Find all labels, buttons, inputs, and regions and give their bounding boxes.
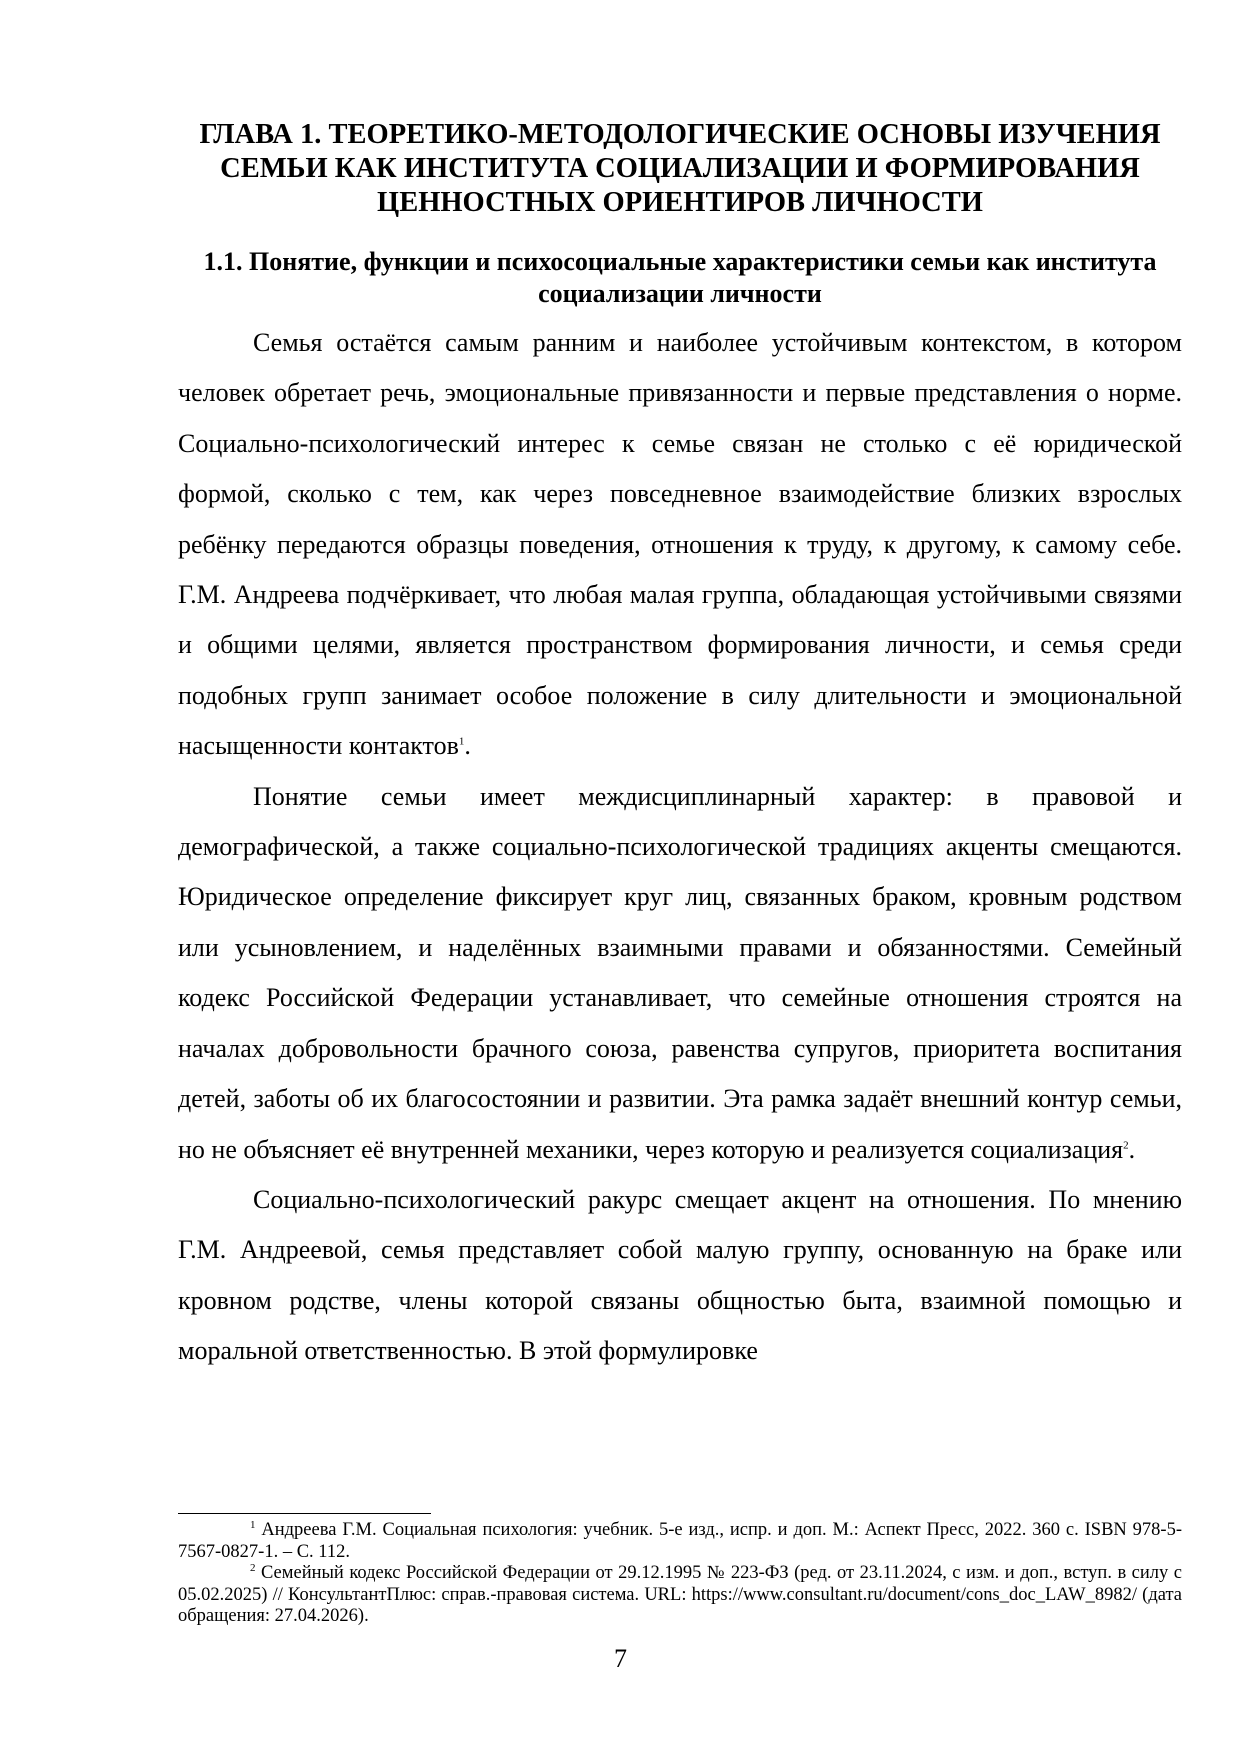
body-text: [178, 318, 1182, 1377]
paragraph-text: Понятие семьи имеет междисциплинарный характер: в правовой и демографической, а также социально-психологической традициях акценты смещаются. Юридическое определение фиксирует круг лиц, связанных браком, кровным родством или усыновлением, и наделённых взаимными правами и обязанностями. Семейный кодекс Российской Федерации устанавливает, что семейные отношения строятся на началах добровольности брачного союза, равенства супругов, приоритета воспитания детей, заботы об их благосостоянии и развитии. Эта рамка задаёт внешний контур семьи, но не объясняет её внутренней механики, через которую и реализуется социализация: [178, 781, 1182, 1164]
footnote: [178, 1563, 1182, 1628]
footnote-text: Андреева Г.М. Социальная психология: учебник. 5-е изд., испр. и доп. М.: Аспект Пресс, 2022. 360 с. ISBN 978-5-7567-0827-1. – С. 112.: [178, 1520, 1182, 1562]
paragraph-tail: .: [1128, 1134, 1136, 1164]
section-title: 1.1. Понятие, функции и психосоциальные характеристики семьи как института социализации личности: [203, 247, 1157, 308]
paragraph-text: Семья остаётся самым ранним и наиболее устойчивым контекстом, в котором человек обретает речь, эмоциональные привязанности и первые представления о норме. Социально-психологический интерес к семье связан не столько с её юридической формой, сколько с тем, как через повседневное взаимодействие близких взрослых ребёнку передаются образцы поведения, отношения к труду, к другому, к самому себе. Г.М. Андреева подчёркивает, что любая малая группа, обладающая устойчивыми связями и общими целями, является пространством формирования личности, и семья среди подобных групп занимает особое положение в силу длительности и эмоциональной насыщенности контактов: [178, 328, 1182, 761]
footnote-reference: 2: [1123, 1138, 1129, 1151]
footnote: [178, 1520, 1182, 1563]
footnotes: [178, 1520, 1182, 1628]
footnote-number: 1: [250, 1518, 256, 1531]
paragraph-text: Социально-психологический ракурс смещает акцент на отношения. По мнению Г.М. Андреевой, семья представляет собой малую группу, основанную на браке или кровном родстве, члены которой связаны общностью быта, взаимной помощью и моральной ответственностью. В этой формулировке: [178, 1184, 1182, 1366]
paragraph: [178, 772, 1182, 1175]
paragraph-tail: .: [464, 731, 471, 761]
paragraph: [178, 1175, 1182, 1377]
paragraph: [178, 318, 1182, 772]
footnote-reference: 1: [458, 735, 465, 748]
footnote-separator: [178, 1513, 431, 1514]
footnote-number: 2: [250, 1561, 256, 1574]
footnote-text: Семейный кодекс Российской Федерации от 29.12.1995 № 223-ФЗ (ред. от 23.11.2024, с изм. и доп., вступ. в силу с 05.02.2025) // КонсультантПлюс: справ.-правовая система. URL: https://www.consultant.ru/document/cons_doc_LAW_8982/ (дата обращения: 27.04.2026).: [178, 1563, 1182, 1626]
page-number: 7: [614, 1644, 627, 1673]
chapter-title: ГЛАВА 1. ТЕОРЕТИКО-МЕТОДОЛОГИЧЕСКИЕ ОСНОВЫ ИЗУЧЕНИЯ СЕМЬИ КАК ИНСТИТУТА СОЦИАЛИЗАЦИИ И ФОРМИРОВАНИЯ ЦЕННОСТНЫХ ОРИЕНТИРОВ ЛИЧНОСТИ: [199, 119, 1161, 218]
